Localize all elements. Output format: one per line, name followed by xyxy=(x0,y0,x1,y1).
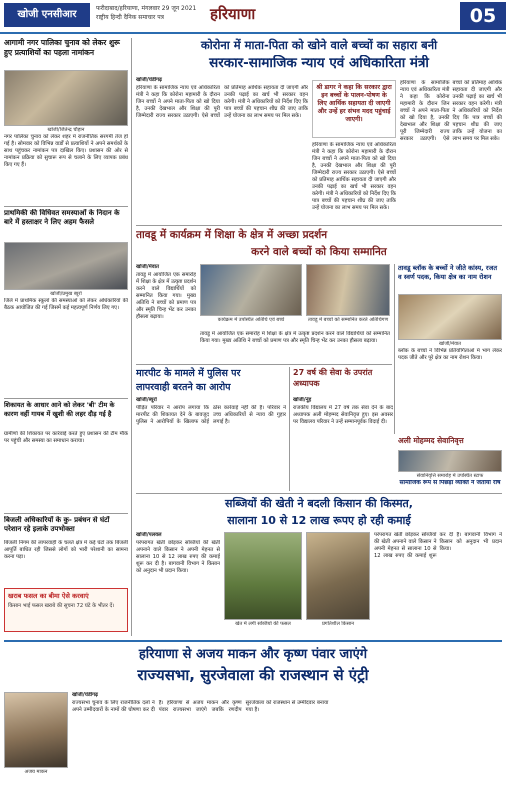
left-divider-1 xyxy=(4,206,128,207)
story5-cap-2: प्रगतिशील किसान xyxy=(321,621,355,627)
story6-body: राज्यसभा चुनाव के लिए राजनीतिक दलों ने अपने उम्मीदवारों के नामों की घोषणा कर दी है। हरियाणा से अजय माकन और कृष्ण पंवार राज्यसभा जाएंगे जबकि रणदीप सुरजेवाला को राजस्थान से उम्मीदवार बनाया गया है। xyxy=(72,700,329,713)
crop-insurance-ad xyxy=(4,588,128,632)
story2-body: तावडू में आयोजित एक समारोह में शिक्षा के क्षेत्र में उत्कृष्ट प्रदर्शन करने वाले विद्यार्थियों को सम्मानित किया गया। मुख्य अतिथि ने बच्चों को प्रमाण पत्र और स्मृति चिन्ह भेंट कर उनका हौसला बढ़ाया। xyxy=(136,272,196,320)
masthead-meta xyxy=(96,4,196,22)
bottom-divider xyxy=(4,640,502,642)
edition-line: राष्ट्रीय हिन्दी दैनिक समाचार पत्र xyxy=(96,14,164,21)
story3-headline-2: लापरवाही बरतने का आरोप xyxy=(136,382,231,393)
story4-headline-2: अली मोहम्मद सेवानिवृत्त xyxy=(398,436,464,445)
left-body-3: ग्रामीणों की शिकायत पर कार्रवाई करते हुए प्रशासन की टीम मौके पर पहुंची और समस्या का समाधान कराया। xyxy=(4,431,128,444)
story2-divider xyxy=(136,364,392,365)
left-body-4: बिजली निगम की लापरवाही के चलते क्षेत्र में कई घंटों तक बिजली आपूर्ति बाधित रही जिससे लोगों को भारी परेशानी का सामना करना पड़ा। xyxy=(4,540,128,560)
left-body-2: जिले में प्राथमिक स्कूलों की समस्याओं को लेकर अधिकारियों की बैठक आयोजित की गई जिसमें कई महत्वपूर्ण निर्णय लिए गए। xyxy=(4,298,128,311)
section-title: हरियाणा xyxy=(210,5,256,23)
masthead xyxy=(0,0,506,34)
column-divider-story3 xyxy=(289,367,290,491)
story3-headline-1: मारपीट के मामले में पुलिस पर xyxy=(136,368,241,379)
lead-dateline: खोजी/चंडीगढ़ xyxy=(136,77,162,83)
nomination-photo xyxy=(4,70,128,126)
left-head-2: प्राथमिकी की विधिवत समस्याओं के निदान के बारे में हस्ताक्षर ने लिए अहम फैसले xyxy=(4,209,120,226)
side-story-cap: खोजी/मेवात xyxy=(439,341,461,347)
story3-divider xyxy=(136,493,502,494)
story2-cap-2: तावडू में बच्चों को सम्मानित करते अतिथिगण xyxy=(307,317,389,323)
story4-side-head: सामाजिक रूप से पिछड़ा व्यक्ति ने जताया रोष xyxy=(399,480,501,486)
lead-divider xyxy=(136,225,502,226)
lead-headline-1: कोरोना में माता-पिता को खोने वाले बच्चों का सहारा बनी xyxy=(200,38,438,52)
date-line: फरीदाबाद/हरियाणा, मंगलवार 29 जून 2021 xyxy=(96,5,197,12)
story6-cap: अजय माकन xyxy=(24,769,48,775)
story5-body: परंपरागत खेती छोड़कर सब्जियों की खेती अपनाने वाले किसान ने अपनी मेहनत से सालाना 10 से 12 लाख रुपए की कमाई शुरू कर दी है। बागवानी विभाग ने किसान को अनुदान भी प्रदान किया। xyxy=(136,540,220,574)
story2-body-cont: तावडू में आयोजित एक समारोह में शिक्षा के क्षेत्र में उत्कृष्ट प्रदर्शन करने वाले विद्यार्थियों को सम्मानित किया गया। मुख्य अतिथि ने बच्चों को प्रमाण पत्र और स्मृति चिन्ह भेंट कर उनका हौसला बढ़ाया। xyxy=(200,331,390,344)
page-number: 05 xyxy=(460,2,506,30)
story3-body: पीड़ित परिवार ने आरोप लगाया कि मारपीट की शिकायत देने के बावजूद पुलिस ने आरोपियों के खिलाफ कोई ठोस कार्रवाई नहीं की है। परिवार ने उच्च अधिकारियों से न्याय की गुहार लगाई है। xyxy=(136,405,286,425)
story5-headline-2: सालाना 10 से 12 लाख रूपए हो रही कमाई xyxy=(227,514,411,527)
ad-body: किसान भाई फसल खराबे की सूचना 72 घंटे के भीतर दें। xyxy=(8,603,115,609)
story4-body: राजकीय विद्यालय में 27 वर्ष तक सेवा देने के बाद अध्यापक अली मोहम्मद सेवानिवृत्त हुए। इस अवसर पर विद्यालय परिवार ने उन्हें सम्मानपूर्वक विदाई दी। xyxy=(293,405,393,425)
story4-headline-1: 27 वर्ष की सेवा के उपरांत अध्यापक xyxy=(293,368,373,388)
left-body-1: नगर पालिका चुनाव को लेकर शहर में राजनीतिक सरगर्मी तेज हो गई है। सोमवार को विभिन्न वार्डों से प्रत्याशियों ने अपने समर्थकों के साथ पहुंचकर नामांकन पत्र दाखिल किए। प्रशासन की ओर से नामांकन प्रक्रिया को सुचारू रूप से चलाने के लिए व्यापक प्रबंध किए गए हैं। xyxy=(4,134,128,168)
column-divider-story2 xyxy=(394,264,395,434)
vegetable-field-photo xyxy=(224,532,302,620)
story2-headline-2: करने वाले बच्चों को किया सम्मानित xyxy=(251,246,387,258)
left-cap-1: खोजी/जितेन्द्र चौहान xyxy=(47,127,85,133)
farmer-photo xyxy=(306,532,370,620)
newspaper-logo: खोजी एनसीआर xyxy=(4,3,90,27)
lead-body-cont: हरियाणा के सामाजिक न्याय एवं अधिकारिता मंत्री ने कहा कि कोरोना महामारी के दौरान जिन बच्चों ने अपने माता-पिता को खो दिया है, उनकी देखभाल और शिक्षा की पूरी जिम्मेदारी राज्य सरकार उठाएगी। ऐसे बच्चों को प्रतिमाह आर्थिक सहायता दी जाएगी और उनकी पढ़ाई का खर्च भी सरकार वहन करेगी। मंत्री ने अधिकारियों को निर्देश दिए कि पात्र बच्चों की पहचान शीघ्र की जाए ताकि उन्हें योजना का लाभ समय पर मिल सके। xyxy=(312,142,396,211)
side-story-body: ब्लॉक के बच्चों ने विभिन्न प्रतियोगिताओं में भाग लेकर पदक जीते और पूरे क्षेत्र का नाम रोशन किया। xyxy=(398,348,502,361)
students-photo-1 xyxy=(200,264,302,316)
story6-headline-2: राज्यसभा, सुरजेवाला की राजस्थान से एंट्री xyxy=(137,666,369,684)
story5-cap-1: खेत में लगी सब्जियों की फसल xyxy=(235,621,291,627)
meeting-photo xyxy=(4,242,128,290)
left-head-1: आगामी नगर पालिका चुनाव को लेकर शुरू हुए प्रत्याशियों का पहला नामांकन xyxy=(4,38,120,57)
ajay-maken-photo xyxy=(4,692,68,768)
column-divider-left xyxy=(131,38,132,636)
story4-dateline: खोजी/नूंह xyxy=(293,397,312,403)
retirement-photo xyxy=(398,450,502,472)
story5-body-cont: परंपरागत खेती छोड़कर सब्जियों की खेती अपनाने वाले किसान ने अपनी मेहनत से सालाना 10 से 12 लाख रुपए की कमाई शुरू कर दी है। बागवानी विभाग ने किसान को अनुदान भी प्रदान किया। xyxy=(374,532,502,559)
story6-dateline: खोजी/चंडीगढ़ xyxy=(72,692,98,698)
medal-photo xyxy=(398,294,502,340)
story2-cap-1: कार्यक्रम में उपस्थित अतिथि एवं बच्चे xyxy=(217,317,285,323)
side-story-head: तावडू ब्लॉक के बच्चों ने जीते कांस्य, रजत व स्वर्ण पदक, किया क्षेत्र का नाम रोशन xyxy=(398,264,498,281)
left-divider-2 xyxy=(4,398,128,399)
left-divider-3 xyxy=(4,513,128,514)
left-head-4: बिजली अधिकारियों के कु- प्रबंधन से घंटों परेशान रहे इलाके उपभोक्ता xyxy=(4,516,110,533)
story2-dateline: खोजी/मेवात xyxy=(136,264,159,270)
lead-body-right: हरियाणा के सामाजिक न्याय एवं अधिकारिता मंत्री ने कहा कि कोरोना महामारी के दौरान जिन बच्चों ने अपने माता-पिता को खो दिया है, उनकी देखभाल और शिक्षा की पूरी जिम्मेदारी राज्य सरकार उठाएगी। ऐसे बच्चों को प्रतिमाह आर्थिक सहायता दी जाएगी और उनकी पढ़ाई का खर्च भी सरकार वहन करेगी। मंत्री ने अधिकारियों को निर्देश दिए कि पात्र बच्चों की पहचान शीघ्र की जाए ताकि उन्हें योजना का लाभ समय पर मिल सके। xyxy=(400,80,502,142)
lead-headline-2: सरकार-सामाजिक न्याय एवं अधिकारिता मंत्री xyxy=(209,55,429,71)
story4-cap: सेवानिवृत्ति समारोह में उपस्थित स्टाफ xyxy=(416,473,484,479)
left-cap-2: खोजी/प्रमुख ब्यूरो xyxy=(50,291,82,297)
story6-headline-1: हरियाणा से अजय माकन और कृष्ण पंवार जाएंगे xyxy=(138,647,368,662)
story5-dateline: खोजी/पलवल xyxy=(136,532,162,538)
story3-dateline: खोजी/ब्यूरो xyxy=(136,397,157,403)
ad-head: खराब फसल का बीमा ऐसे करवाएं xyxy=(8,592,89,600)
story2-headline-1: तावडू में कार्यक्रम में शिक्षा के क्षेत्र में अच्छा प्रदर्शन xyxy=(136,229,328,241)
left-head-3: शिकायत के आधार आने को लेकर 'बी' टीम के कारण वहीं गायब में खुशी की लहर दौड़ गई है xyxy=(4,401,115,418)
lead-body: हरियाणा के सामाजिक न्याय एवं अधिकारिता मंत्री ने कहा कि कोरोना महामारी के दौरान जिन बच्चों ने अपने माता-पिता को खो दिया है, उनकी देखभाल और शिक्षा की पूरी जिम्मेदारी राज्य सरकार उठाएगी। ऐसे बच्चों को प्रतिमाह आर्थिक सहायता दी जाएगी और उनकी पढ़ाई का खर्च भी सरकार वहन करेगी। मंत्री ने अधिकारियों को निर्देश दिए कि पात्र बच्चों की पहचान शीघ्र की जाए ताकि उन्हें योजना का लाभ समय पर मिल सके। xyxy=(136,85,308,119)
lead-pull-quote: श्री डागर ने कहा कि सरकार द्वारा इन बच्चों के पालन-पोषण के लिए आर्थिक सहायता दी जाएगी और उन्हें हर संभव मदद पहुंचाई जाएगी। xyxy=(312,80,396,138)
story5-headline-1: सब्जियों की खेती ने बदली किसान की किस्मत, xyxy=(225,497,413,510)
students-photo-2 xyxy=(306,264,390,316)
